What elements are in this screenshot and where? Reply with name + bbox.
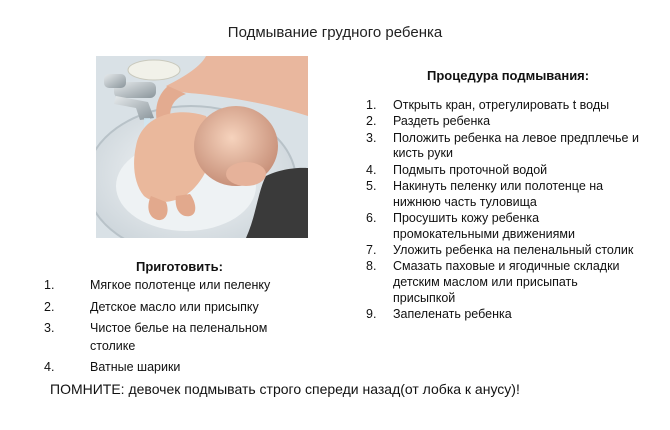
item-text: Чистое белье на пеленальном столике (90, 321, 268, 353)
list-item (366, 131, 656, 163)
item-text: Положить ребенка на левое предплечье и кисть руки (393, 130, 639, 161)
list-item (366, 163, 656, 179)
page-title: Подмывание грудного ребенка (227, 24, 443, 41)
list-item (44, 277, 304, 295)
item-text: Смазать паховые и ягодичные складки детским маслом или присыпать присыпкой (393, 259, 620, 306)
list-item (366, 98, 656, 114)
item-text: Раздеть ребенка (393, 114, 491, 129)
baby-washing-photo (96, 56, 308, 238)
item-text: Ватные шарики (90, 360, 181, 374)
list-item (366, 179, 656, 211)
item-text: Запеленать ребенка (393, 307, 512, 322)
item-number: 2. (366, 114, 377, 129)
list-item (44, 359, 304, 377)
prepare-heading: Приготовить: (136, 259, 223, 274)
item-text: Детское масло или присыпку (90, 299, 259, 314)
item-number: 2. (44, 299, 55, 314)
list-item (44, 299, 304, 317)
item-text: Открыть кран, отрегулировать t воды (393, 98, 610, 112)
item-number: 4. (366, 162, 377, 177)
list-item (366, 243, 656, 259)
prepare-list (44, 277, 304, 381)
item-number: 1. (366, 98, 377, 112)
item-text: Накинуть пеленку или полотенце на нижнюю часть туловища (393, 178, 604, 209)
list-item (366, 307, 656, 323)
list-item (366, 114, 656, 130)
item-number: 8. (366, 259, 377, 274)
item-number: 5. (366, 178, 377, 193)
item-number: 7. (366, 243, 377, 258)
remember-note: ПОМНИТЕ: девочек подмывать строго спереди назад(от лобка к анусу)! (50, 381, 520, 397)
item-text: Подмыть проточной водой (393, 162, 548, 177)
procedure-list (366, 98, 656, 324)
item-text: Уложить ребенка на пеленальный столик (393, 243, 634, 258)
list-item (44, 320, 304, 355)
item-number: 6. (366, 211, 377, 226)
item-text: Мягкое полотенце или пеленку (90, 278, 271, 292)
item-number: 3. (366, 130, 377, 145)
item-number: 4. (44, 360, 55, 374)
procedure-heading: Процедура подмывания: (427, 68, 590, 83)
item-number: 1. (44, 278, 55, 292)
item-number: 9. (366, 307, 377, 322)
item-number: 3. (44, 321, 55, 335)
item-text: Просушить кожу ребенка промокательными движениями (393, 211, 575, 241)
list-item (366, 259, 656, 306)
list-item (366, 211, 656, 243)
